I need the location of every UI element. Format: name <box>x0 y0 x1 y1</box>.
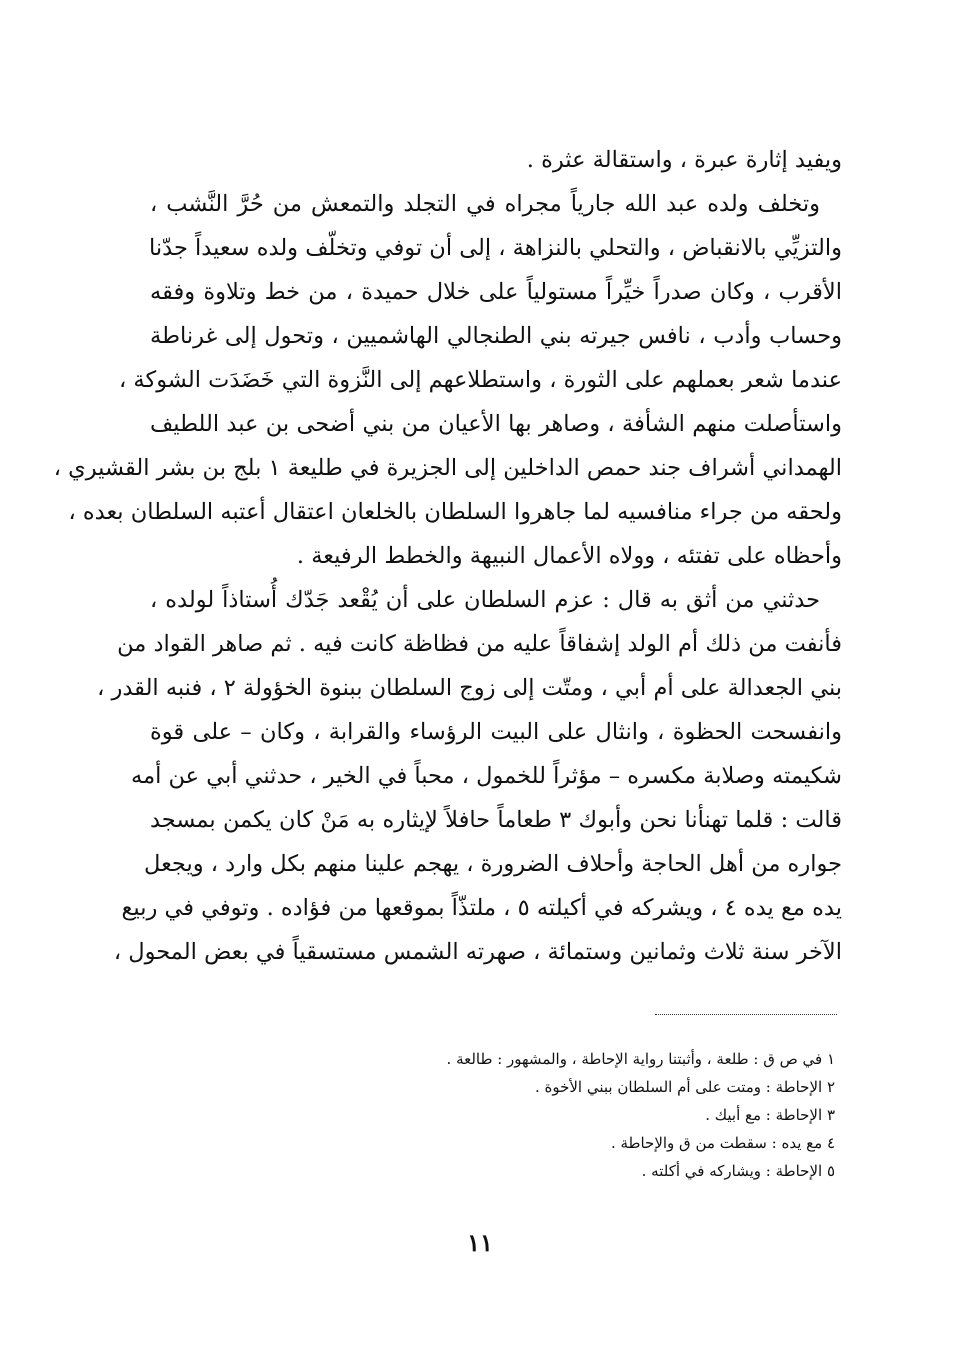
text-line: فأنفت من ذلك أم الولد إشفاقاً عليه من فظاظة كانت فيه . ثم صاهر القواد من <box>117 631 842 657</box>
footnote: ٢ الإحاطة : ومتت على أم السلطان ببني الأخوة . <box>534 1078 835 1096</box>
footnote-separator <box>655 1014 837 1015</box>
text-line: يده مع يده ٤ ، ويشركه في أكيلته ٥ ، ملتذّاً بموقعها من فؤاده . وتوفي في ربيع <box>121 895 842 921</box>
text-line: وحساب وأدب ، نافس جيرته بني الطنجالي الهاشميين ، وتحول إلى غرناطة <box>150 323 842 349</box>
text-line: شكيمته وصلابة مكسره – مؤثراً للخمول ، محباً في الخير ، حدثني أبي عن أمه <box>131 763 842 789</box>
text-line: والتزيِّي بالانقباض ، والتحلي بالنزاهة ، إلى أن توفي وتخلّف ولده سعيداً جدّنا <box>149 235 842 261</box>
text-line: ويفيد إثارة عبرة ، واستقالة عثرة . <box>526 147 842 173</box>
text-line: وتخلف ولده عبد الله جارياً مجراه في التجلد والتمعش من حُرَّ النَّشب ، <box>150 191 820 217</box>
text-line: الآخر سنة ثلاث وثمانين وستمائة ، صهرته الشمس مستسقياً في بعض المحول ، <box>113 939 842 965</box>
text-line: جواره من أهل الحاجة وأحلاف الضرورة ، يهجم علينا منهم بكل وارد ، ويجعل <box>144 851 842 877</box>
footnote: ٣ الإحاطة : مع أبيك . <box>705 1106 835 1124</box>
footnote: ٥ الإحاطة : ويشاركه في أكلته . <box>641 1162 835 1180</box>
footnotes-block <box>300 1045 835 1185</box>
text-line: وانفسحت الحظوة ، وانثال على البيت الرؤساء والقرابة ، وكان – على قوة <box>150 719 842 745</box>
text-line: واستأصلت منهم الشأفة ، وصاهر بها الأعيان من بني أضحى بن عبد اللطيف <box>150 411 842 437</box>
text-line: قالت : قلما تهنأنا نحن وأبوك ٣ طعاماً حافلاً لإيثاره به مَنْ كان يكمن بمسجد <box>150 807 842 833</box>
text-line: حدثني من أثق به قال : عزم السلطان على أن يُقْعد جَدّك أُستاذاً لولده ، <box>150 587 820 613</box>
text-line: وأحظاه على تفتئه ، وولاه الأعمال النبيهة والخطط الرفيعة . <box>296 543 842 569</box>
text-line: عندما شعر بعملهم على الثورة ، واستطلاعهم إلى النَّزوة التي خَضَدَت الشوكة ، <box>119 367 842 393</box>
text-line: الأقرب ، وكان صدراً خيِّراً مستولياً على خلال حميدة ، من خط وتلاوة وفقه <box>150 279 842 305</box>
footnote: ٤ مع يده : سقطت من ق والإحاطة . <box>610 1134 835 1152</box>
text-line: بني الجعدالة على أم أبي ، ومتّت إلى زوج السلطان ببنوة الخؤولة ٢ ، فنبه القدر ، <box>97 675 842 701</box>
text-line: الهمداني أشراف جند حمص الداخلين إلى الجزيرة في طليعة ١ بلج بن بشر القشيري ، <box>53 455 842 481</box>
footnote: ١ في ص ق : طلعة ، وأثبتنا رواية الإحاطة ، والمشهور : طالعة . <box>446 1050 835 1068</box>
page-number: ١١ <box>467 1228 493 1257</box>
main-text-block <box>53 138 842 974</box>
text-line: ولحقه من جراء منافسيه لما جاهروا السلطان بالخلعان اعتقال أعتبه السلطان بعده ، <box>68 499 842 525</box>
